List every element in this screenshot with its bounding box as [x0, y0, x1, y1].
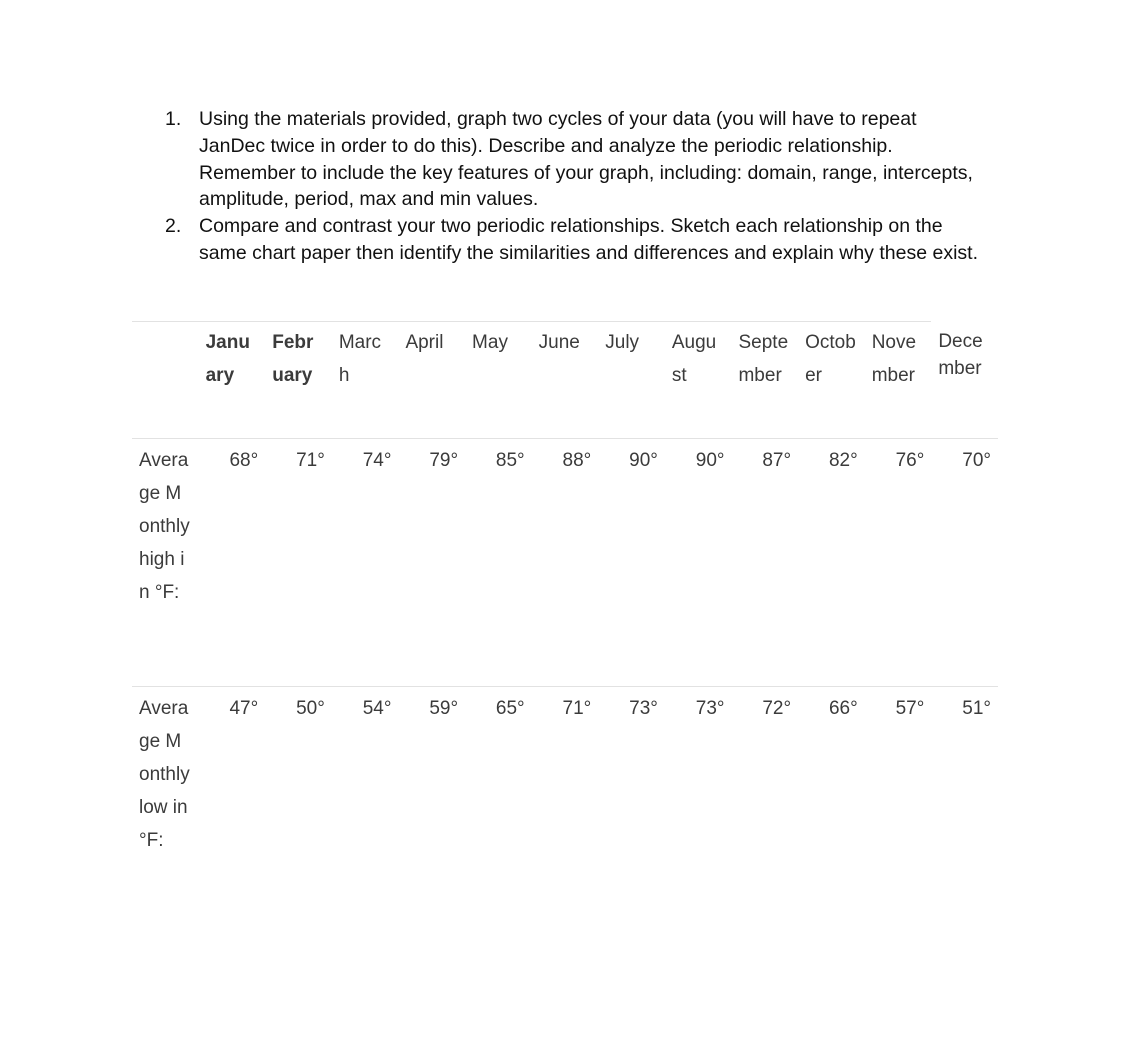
table-cell: 47°	[229, 698, 259, 719]
column-header-august: August	[671, 332, 717, 386]
table-cell: 88°	[562, 450, 592, 471]
table-cell: 76°	[895, 450, 925, 471]
empty-corner-cell	[132, 321, 199, 439]
column-header-april: April	[405, 332, 444, 353]
instruction-item	[165, 213, 985, 267]
table-cell: 85°	[495, 450, 525, 471]
table-cell: 82°	[828, 450, 858, 471]
table-cell: 70°	[962, 450, 991, 471]
table-cell: 73°	[629, 698, 658, 719]
table-cell: 71°	[296, 450, 325, 471]
table-row-low	[132, 687, 998, 858]
table-cell: 51°	[962, 698, 991, 719]
column-header-february: February	[272, 332, 314, 386]
table-row-high	[132, 439, 998, 687]
table-cell: 90°	[695, 450, 725, 471]
table-cell: 71°	[562, 698, 592, 719]
table-cell: 59°	[429, 698, 459, 719]
row-label-low: Average Monthly low in °F:	[139, 698, 190, 851]
column-header-october: October	[805, 332, 856, 386]
column-header-june: June	[538, 332, 580, 353]
table-cell: 73°	[695, 698, 725, 719]
table-cell: 90°	[629, 450, 658, 471]
table-cell: 50°	[296, 698, 325, 719]
table-cell: 54°	[362, 698, 392, 719]
row-label-high: Average Monthly high in °F:	[139, 450, 190, 603]
instruction-text: Using the materials provided, graph two cycles of your data (you will have to repeat JanDec twice in order to do this). Describe and analyze the periodic relationship. Remember to include the key features of your graph, including: domain, range, intercepts, amplitude, period, max and min values.	[199, 108, 973, 211]
column-header-january: January	[205, 332, 250, 386]
weather-table	[132, 321, 998, 857]
column-header-september: September	[738, 332, 789, 386]
column-header-november: November	[871, 332, 917, 386]
table-cell: 74°	[362, 450, 392, 471]
table-cell: 65°	[495, 698, 525, 719]
table-cell: 57°	[895, 698, 925, 719]
instruction-text: Compare and contrast your two periodic relationships. Sketch each relationship on the same chart paper then identify the similarities and differences and explain why these exist.	[199, 215, 978, 264]
table-header-row	[132, 321, 998, 439]
column-header-march: March	[338, 332, 382, 386]
instructions-list	[165, 106, 985, 267]
instruction-number: 1.	[165, 108, 182, 130]
table-cell: 79°	[429, 450, 459, 471]
column-header-may: May	[472, 332, 508, 353]
instruction-number: 2.	[165, 215, 182, 238]
table-cell: 66°	[828, 698, 858, 719]
table-cell: 68°	[229, 450, 259, 471]
column-header-july: July	[605, 332, 640, 353]
column-header-december: December	[938, 331, 983, 379]
instruction-item	[165, 106, 985, 213]
table-cell: 72°	[762, 698, 792, 719]
table-cell: 87°	[762, 450, 792, 471]
